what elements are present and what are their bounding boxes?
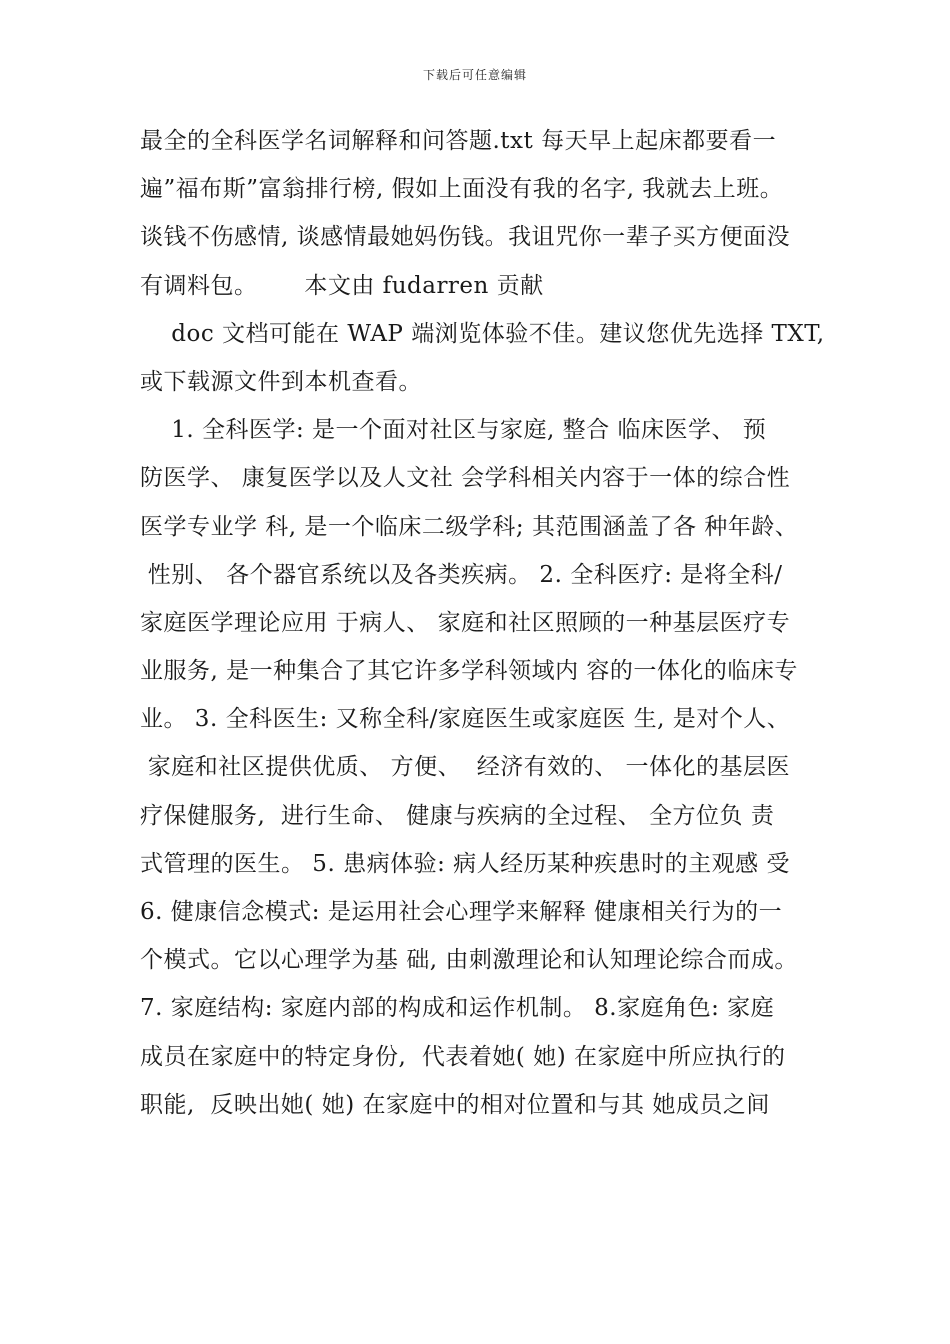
text-line: 式管理的医生。 5. 患病体验: 病人经历某种疾患时的主观感 受 (140, 850, 790, 877)
text-line: 1. 全科医学: 是一个面对社区与家庭, 整合 临床医学、 预 (140, 417, 767, 444)
text-line: 性别、 各个器官系统以及各类疾病。 2. 全科医疗: 是将全科/ (140, 561, 783, 588)
text-line: 最全的全科医学名词解释和问答题.txt 每天早上起床都要看一 (140, 128, 777, 154)
text-line: 职能, 反映出她( 她) 在家庭中的相对位置和与其 她成员之间 (140, 1091, 770, 1118)
text-line: 疗保健服务, 进行生命、 健康与疾病的全过程、 全方位负 责 (140, 802, 775, 829)
text-line: 有调料包。 本文由 fudarren 贡献 (140, 272, 544, 299)
text-line: 谈钱不伤感情, 谈感情最她妈伤钱。我诅咒你一辈子买方便面没 (140, 224, 791, 251)
text-line: 遍”福布斯”富翁排行榜, 假如上面没有我的名字, 我就去上班。 (140, 176, 784, 203)
text-line: 业服务, 是一种集合了其它许多学科领域内 容的一体化的临床专 (140, 658, 798, 685)
page-header: 下载后可任意编辑 (422, 68, 527, 82)
document-body (140, 117, 840, 1129)
text-line: 业。 3. 全科医生: 又称全科/家庭医生或家庭医 生, 是对个人、 (140, 706, 791, 733)
text-line: 个模式。它以心理学为基 础, 由刺激理论和认知理论综合而成。 (140, 947, 798, 974)
text-line: 家庭和社区提供优质、 方便、 经济有效的、 一体化的基层医 (140, 754, 791, 781)
text-line: 或下载源文件到本机查看。 (140, 368, 422, 395)
text-line: doc 文档可能在 WAP 端浏览体验不佳。建议您优先选择 TXT, (140, 320, 825, 347)
text-line: 成员在家庭中的特定身份, 代表着她( 她) 在家庭中所应执行的 (140, 1043, 786, 1070)
text-line: 医学专业学 科, 是一个临床二级学科; 其范围涵盖了各 种年龄、 (140, 513, 799, 540)
text-line: 7. 家庭结构: 家庭内部的构成和运作机制。 8.家庭角色: 家庭 (140, 995, 775, 1022)
text-line: 防医学、 康复医学以及人文社 会学科相关内容于一体的综合性 (140, 465, 791, 492)
text-line: 家庭医学理论应用 于病人、 家庭和社区照顾的一种基层医疗专 (140, 609, 791, 636)
text-line: 6. 健康信念模式: 是运用社会心理学来解释 健康相关行为的一 (140, 899, 783, 925)
